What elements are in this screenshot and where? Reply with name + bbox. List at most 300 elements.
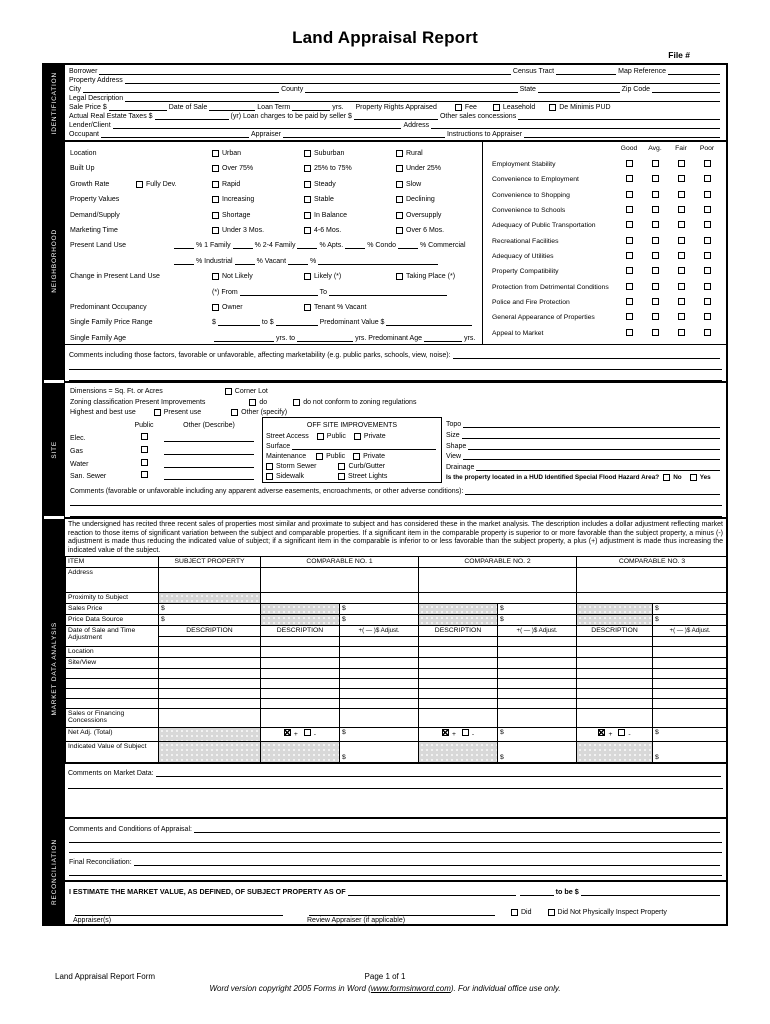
declining-checkbox[interactable] [396, 196, 403, 203]
cell[interactable] [340, 699, 419, 709]
cell[interactable] [419, 669, 498, 679]
other-use-input-line[interactable] [318, 262, 438, 265]
cell[interactable] [653, 669, 726, 679]
rating-poor-checkbox[interactable] [704, 329, 711, 336]
offsite-improvements-box [262, 417, 442, 483]
row-size: Size [446, 429, 722, 439]
pct-input-line[interactable] [288, 262, 308, 265]
final-reconciliation-input-line[interactable] [134, 863, 720, 866]
cell[interactable] [159, 568, 261, 593]
appraisal-conditions-label: Comments and Conditions of Appraisal: [69, 826, 192, 833]
flood-yes-checkbox[interactable] [690, 474, 697, 481]
dimensions-label: Dimensions = Sq. Ft. or Acres [70, 387, 163, 395]
rating-good-checkbox[interactable] [626, 206, 633, 213]
predominant-value-input-line[interactable] [386, 323, 472, 326]
lender-client-input-line[interactable] [113, 126, 402, 129]
cell[interactable] [159, 709, 261, 728]
review-appraiser-label: Review Appraiser (if applicable) [307, 917, 406, 924]
cell[interactable] [653, 679, 726, 689]
comment-line[interactable] [70, 495, 722, 506]
cell[interactable] [261, 699, 340, 709]
cell[interactable] [577, 669, 653, 679]
rating-avg-checkbox[interactable] [652, 313, 659, 320]
cell[interactable] [159, 669, 261, 679]
from-input-line[interactable] [240, 293, 318, 296]
state-label: State [519, 85, 536, 93]
appraiser-input-line[interactable] [283, 135, 445, 138]
rural-checkbox[interactable] [396, 150, 403, 157]
comment-line[interactable] [69, 370, 722, 381]
under-25-checkbox[interactable] [396, 165, 403, 172]
rating-poor-checkbox[interactable] [704, 191, 711, 198]
estimate-value-input-line[interactable] [581, 893, 720, 896]
oversupply-checkbox[interactable] [396, 212, 403, 219]
site-view-row [66, 658, 727, 669]
other-specify-checkbox[interactable] [231, 409, 238, 416]
zip-code-input-line[interactable] [652, 90, 720, 93]
price-high-input-line[interactable] [276, 323, 318, 326]
sale-price-input-line[interactable] [109, 108, 167, 111]
rating-good-checkbox[interactable] [626, 267, 633, 274]
rating-avg-checkbox[interactable] [652, 252, 659, 259]
cell[interactable]: $ [653, 728, 726, 742]
rating-poor-checkbox[interactable] [704, 283, 711, 290]
marketing-time-label: Marketing Time [70, 227, 118, 235]
cell[interactable] [261, 658, 340, 669]
proximity-row [66, 593, 727, 604]
cell[interactable]: $ [159, 604, 261, 615]
instructions-input-line[interactable] [524, 135, 720, 138]
cell[interactable] [261, 637, 340, 647]
loan-term-input-line[interactable] [292, 108, 330, 111]
cell[interactable] [261, 568, 419, 593]
estimate-label: I ESTIMATE THE MARKET VALUE, AS DEFINED, OF SUBJECT PROPERTY AS OF [69, 886, 346, 896]
rating-poor-checkbox[interactable] [704, 267, 711, 274]
rating-row: General Appearance of Properties [492, 310, 720, 325]
rating-good-checkbox[interactable] [626, 191, 633, 198]
formsinword-link[interactable]: www.formsinword.com [370, 984, 451, 993]
urban-checkbox[interactable] [212, 150, 219, 157]
to-input-line[interactable] [329, 293, 447, 296]
suburban-checkbox[interactable] [304, 150, 311, 157]
pct-input-line[interactable] [174, 262, 194, 265]
cell[interactable] [261, 593, 419, 604]
rating-avg-checkbox[interactable] [652, 329, 659, 336]
size-input-line[interactable] [462, 436, 720, 439]
rating-fair-checkbox[interactable] [678, 313, 685, 320]
cell[interactable] [261, 647, 340, 658]
street-lights-checkbox[interactable] [338, 473, 345, 480]
blank-row [66, 679, 727, 689]
cell[interactable] [66, 699, 159, 709]
other-concessions-input-line[interactable] [518, 117, 720, 120]
cell[interactable] [498, 669, 577, 679]
row-present-land-use-2: % Industrial % Vacant % [70, 252, 480, 265]
cell[interactable] [419, 699, 498, 709]
rating-avg-checkbox[interactable] [652, 221, 659, 228]
view-input-line[interactable] [463, 457, 720, 460]
minus-checkbox[interactable] [462, 729, 469, 736]
cell[interactable] [261, 679, 340, 689]
cell[interactable] [159, 637, 261, 647]
cell[interactable] [577, 658, 653, 669]
do-not-conform-checkbox[interactable] [293, 399, 300, 406]
sidewalk-checkbox[interactable] [266, 473, 273, 480]
cell[interactable] [261, 689, 340, 699]
rating-avg-checkbox[interactable] [652, 267, 659, 274]
rating-good-checkbox[interactable] [626, 298, 633, 305]
cell[interactable] [66, 679, 159, 689]
shortage-checkbox[interactable] [212, 212, 219, 219]
maintenance-private-checkbox[interactable] [353, 453, 360, 460]
predominant-age-input-line[interactable] [424, 339, 462, 342]
comparable-2-header: COMPARABLE NO. 2 [419, 557, 577, 568]
sale-price-label: Sale Price $ [69, 104, 107, 112]
rating-avg-checkbox[interactable] [652, 298, 659, 305]
de-minimis-pud-label: De Minimis PUD [559, 104, 611, 112]
rating-row: Property Compatibility [492, 264, 720, 279]
pct-input-line[interactable] [297, 246, 317, 249]
over-75-checkbox[interactable] [212, 165, 219, 172]
rating-fair-checkbox[interactable] [678, 221, 685, 228]
pct-input-line[interactable] [174, 246, 194, 249]
minus-checkbox[interactable] [618, 729, 625, 736]
state-input-line[interactable] [538, 90, 620, 93]
cell[interactable] [577, 647, 653, 658]
pct-input-line[interactable] [345, 246, 365, 249]
tenant-checkbox[interactable] [304, 304, 311, 311]
rating-fair-checkbox[interactable] [678, 283, 685, 290]
rating-avg-checkbox[interactable] [652, 191, 659, 198]
cell[interactable] [340, 669, 419, 679]
taking-place-checkbox[interactable] [396, 273, 403, 280]
cell[interactable] [498, 699, 577, 709]
cell[interactable]: $ [498, 604, 577, 615]
property-address-input-line[interactable] [125, 81, 720, 84]
rating-fair-checkbox[interactable] [678, 298, 685, 305]
cell[interactable] [340, 689, 419, 699]
cell[interactable] [340, 679, 419, 689]
rating-avg-checkbox[interactable] [652, 160, 659, 167]
net-adj-row: Net Adj. (Total) + - $ + - $ + - $ [66, 728, 727, 742]
cell[interactable] [498, 709, 577, 728]
cell[interactable]: $ [653, 615, 726, 626]
likely-checkbox[interactable] [304, 273, 311, 280]
increasing-checkbox[interactable] [212, 196, 219, 203]
rating-fair-checkbox[interactable] [678, 329, 685, 336]
estimate-year-input-line[interactable] [520, 893, 554, 896]
comments-input-line[interactable] [453, 356, 720, 359]
neighborhood-fields [65, 142, 482, 344]
cell[interactable]: $ [340, 742, 419, 763]
flood-no-checkbox[interactable] [663, 474, 670, 481]
row-change-from-to [70, 283, 480, 296]
stable-checkbox[interactable] [304, 196, 311, 203]
rating-good-checkbox[interactable] [626, 313, 633, 320]
cell[interactable] [419, 679, 498, 689]
pct-input-line[interactable] [398, 246, 418, 249]
comments-input-line[interactable] [194, 830, 720, 833]
cell[interactable] [159, 647, 261, 658]
cell[interactable]: $ [340, 728, 419, 742]
cell[interactable] [340, 709, 419, 728]
cell[interactable] [340, 658, 419, 669]
row-family-age: Single Family Age yrs. to yrs. Predominant Age yrs. [70, 334, 476, 342]
cell[interactable] [66, 669, 159, 679]
comment-line[interactable] [68, 777, 723, 789]
cell[interactable] [653, 658, 726, 669]
rating-good-checkbox[interactable] [626, 160, 633, 167]
cell[interactable]: $ [498, 742, 577, 763]
census-tract-label: Census Tract [512, 67, 555, 75]
in-balance-checkbox[interactable] [304, 212, 311, 219]
san-sewer-public-checkbox[interactable] [141, 471, 148, 478]
cell[interactable] [577, 699, 653, 709]
rating-good-checkbox[interactable] [626, 283, 633, 290]
rating-poor-checkbox[interactable] [704, 313, 711, 320]
pct-input-line[interactable] [235, 262, 255, 265]
blank-row [66, 699, 727, 709]
curb-gutter-checkbox[interactable] [338, 463, 345, 470]
not-likely-checkbox[interactable] [212, 273, 219, 280]
cell[interactable] [261, 709, 340, 728]
drainage-input-line[interactable] [476, 468, 720, 471]
shaded-cell [159, 593, 261, 604]
pct-input-line[interactable] [233, 246, 253, 249]
do-conform-checkbox[interactable] [249, 399, 256, 406]
corner-lot-checkbox[interactable] [225, 388, 232, 395]
rating-row: Appeal to Market [492, 326, 720, 341]
rating-poor-checkbox[interactable] [704, 237, 711, 244]
plus-checkbox[interactable] [442, 729, 449, 736]
under-3-mos-checkbox[interactable] [212, 227, 219, 234]
cell[interactable] [419, 637, 498, 647]
appraisal-conditions-row [69, 821, 722, 833]
slow-checkbox[interactable] [396, 181, 403, 188]
rating-avg-checkbox[interactable] [652, 237, 659, 244]
owner-checkbox[interactable] [212, 304, 219, 311]
rating-avg-checkbox[interactable] [652, 206, 659, 213]
cell[interactable] [577, 637, 653, 647]
leasehold-label: Leasehold [502, 104, 536, 112]
comments-input-line[interactable] [156, 774, 721, 777]
cell[interactable] [419, 593, 577, 604]
comment-line[interactable] [69, 359, 722, 370]
cell[interactable]: $ [498, 728, 577, 742]
row-san-sewer: San. Sewer [70, 469, 256, 480]
cell[interactable] [159, 689, 261, 699]
rating-row: Convenience to Shopping [492, 188, 720, 203]
25-to-75-checkbox[interactable] [304, 165, 311, 172]
appraisers-label: Appraiser(s) [73, 917, 112, 924]
cell[interactable] [653, 709, 726, 728]
rating-fair-checkbox[interactable] [678, 191, 685, 198]
cell[interactable] [653, 699, 726, 709]
occupant-input-line[interactable] [101, 135, 249, 138]
neighborhood-ratings-panel [482, 142, 726, 344]
cell[interactable]: $ [498, 615, 577, 626]
rating-poor-checkbox[interactable] [704, 298, 711, 305]
date-of-sale-input-line[interactable] [209, 108, 255, 111]
rating-fair-checkbox[interactable] [678, 175, 685, 182]
cell[interactable] [159, 658, 261, 669]
shape-input-line[interactable] [468, 447, 720, 450]
rating-fair-checkbox[interactable] [678, 267, 685, 274]
identification-section [65, 65, 726, 142]
comment-line[interactable] [69, 833, 722, 843]
comment-line[interactable] [70, 506, 722, 517]
water-public-checkbox[interactable] [141, 459, 148, 466]
row-legal-description [69, 94, 722, 102]
plus-checkbox[interactable] [284, 729, 291, 736]
legal-description-input-line[interactable] [125, 99, 720, 102]
comment-line[interactable] [69, 866, 722, 876]
rating-poor-checkbox[interactable] [704, 206, 711, 213]
county-input-line[interactable] [305, 90, 517, 93]
other-concessions-label: Other sales concessions [439, 113, 517, 121]
rating-poor-checkbox[interactable] [704, 160, 711, 167]
footer-form-name: Land Appraisal Report Form [55, 972, 156, 981]
property-rights-label: Property Rights Appraised [355, 104, 437, 112]
cell[interactable]: $ [653, 742, 726, 763]
rating-poor-checkbox[interactable] [704, 175, 711, 182]
cell[interactable]: $ [653, 604, 726, 615]
rating-fair-checkbox[interactable] [678, 206, 685, 213]
cell[interactable]: $ [340, 604, 419, 615]
row-elec: Elec. [70, 431, 256, 442]
loan-charges-input-line[interactable] [354, 117, 438, 120]
minus-checkbox[interactable] [304, 729, 311, 736]
review-appraiser-signature-line[interactable] [309, 913, 495, 916]
rating-fair-checkbox[interactable] [678, 237, 685, 244]
cell[interactable] [419, 568, 577, 593]
de-minimis-pud-checkbox[interactable] [549, 104, 556, 111]
cell[interactable] [577, 679, 653, 689]
rating-fair-checkbox[interactable] [678, 252, 685, 259]
cell[interactable] [419, 647, 498, 658]
row-label: Price Data Source [66, 615, 159, 626]
blank-row [66, 689, 727, 699]
plus-checkbox[interactable] [598, 729, 605, 736]
cell[interactable] [498, 658, 577, 669]
maintenance-public-checkbox[interactable] [316, 453, 323, 460]
age-low-input-line[interactable] [214, 339, 274, 342]
lender-address-input-line[interactable] [431, 126, 720, 129]
cell[interactable] [419, 709, 498, 728]
cell[interactable] [419, 658, 498, 669]
cell[interactable] [261, 669, 340, 679]
cell[interactable] [653, 647, 726, 658]
over-6-mos-checkbox[interactable] [396, 227, 403, 234]
borrower-input-line[interactable] [99, 72, 510, 75]
age-high-input-line[interactable] [297, 339, 353, 342]
cell[interactable] [159, 679, 261, 689]
4-6-mos-checkbox[interactable] [304, 227, 311, 234]
rating-good-checkbox[interactable] [626, 252, 633, 259]
row-label: Date of Sale and Time Adjustment [66, 626, 159, 647]
row-sidewalk-lights: Sidewalk Street Lights [266, 470, 438, 480]
cell[interactable] [498, 679, 577, 689]
row-property-address [69, 76, 722, 84]
rating-row: Convenience to Employment [492, 172, 720, 187]
row-highest-best: Highest and best use Present use Other (specify) [70, 409, 288, 417]
rating-poor-checkbox[interactable] [704, 252, 711, 259]
gas-public-checkbox[interactable] [141, 446, 148, 453]
rating-fair-checkbox[interactable] [678, 160, 685, 167]
cell[interactable] [498, 647, 577, 658]
rating-avg-checkbox[interactable] [652, 283, 659, 290]
did-not-inspect-checkbox[interactable] [548, 909, 555, 916]
water-other-input-line[interactable] [164, 465, 254, 468]
rating-avg-checkbox[interactable] [652, 175, 659, 182]
fully-dev-checkbox[interactable] [136, 181, 143, 188]
present-use-checkbox[interactable] [154, 409, 161, 416]
fee-checkbox[interactable] [455, 104, 462, 111]
rapid-checkbox[interactable] [212, 181, 219, 188]
cell[interactable]: $ [340, 615, 419, 626]
cell[interactable] [577, 689, 653, 699]
cell[interactable] [66, 689, 159, 699]
item-header: ITEM [66, 557, 159, 568]
appraiser-signature-line[interactable] [75, 913, 283, 916]
gas-other-input-line[interactable] [164, 452, 254, 455]
cell[interactable] [159, 699, 261, 709]
cell[interactable] [498, 689, 577, 699]
street-access-public-checkbox[interactable] [317, 433, 324, 440]
cell[interactable] [653, 689, 726, 699]
leasehold-checkbox[interactable] [493, 104, 500, 111]
city-input-line[interactable] [83, 90, 279, 93]
cell[interactable] [577, 709, 653, 728]
cell[interactable] [498, 637, 577, 647]
topo-input-line[interactable] [463, 425, 720, 428]
row-label: Sales Price [66, 604, 159, 615]
estimate-date-input-line[interactable] [348, 893, 516, 896]
rating-good-checkbox[interactable] [626, 175, 633, 182]
san-sewer-other-input-line[interactable] [164, 477, 254, 480]
cell[interactable] [340, 647, 419, 658]
cell[interactable] [340, 637, 419, 647]
rating-poor-checkbox[interactable] [704, 221, 711, 228]
rating-good-checkbox[interactable] [626, 329, 633, 336]
cell[interactable] [419, 689, 498, 699]
street-access-private-checkbox[interactable] [354, 433, 361, 440]
occupancy-label: Predominant Occupancy [70, 304, 147, 312]
sales-price-row [66, 604, 727, 615]
taxes-input-line[interactable] [155, 117, 229, 120]
rating-good-checkbox[interactable] [626, 237, 633, 244]
map-reference-input-line[interactable] [668, 72, 720, 75]
final-reconciliation-row [69, 853, 722, 866]
steady-checkbox[interactable] [304, 181, 311, 188]
row-price-range: Single Family Price Range $ to $ Predominant Value $ [70, 313, 480, 326]
form-content [64, 65, 726, 924]
cell[interactable] [577, 593, 726, 604]
cell[interactable] [577, 568, 726, 593]
cell[interactable] [653, 637, 726, 647]
elec-public-checkbox[interactable] [141, 433, 148, 440]
elec-other-input-line[interactable] [164, 439, 254, 442]
row-surface: Surface [266, 440, 438, 450]
row-label: Indicated Value of Subject [66, 742, 159, 763]
census-tract-input-line[interactable] [556, 72, 616, 75]
did-inspect-checkbox[interactable] [511, 909, 518, 916]
cell[interactable]: $ [159, 615, 261, 626]
comment-line[interactable] [69, 843, 722, 853]
storm-sewer-checkbox[interactable] [266, 463, 273, 470]
rating-good-checkbox[interactable] [626, 221, 633, 228]
price-low-input-line[interactable] [218, 323, 260, 326]
